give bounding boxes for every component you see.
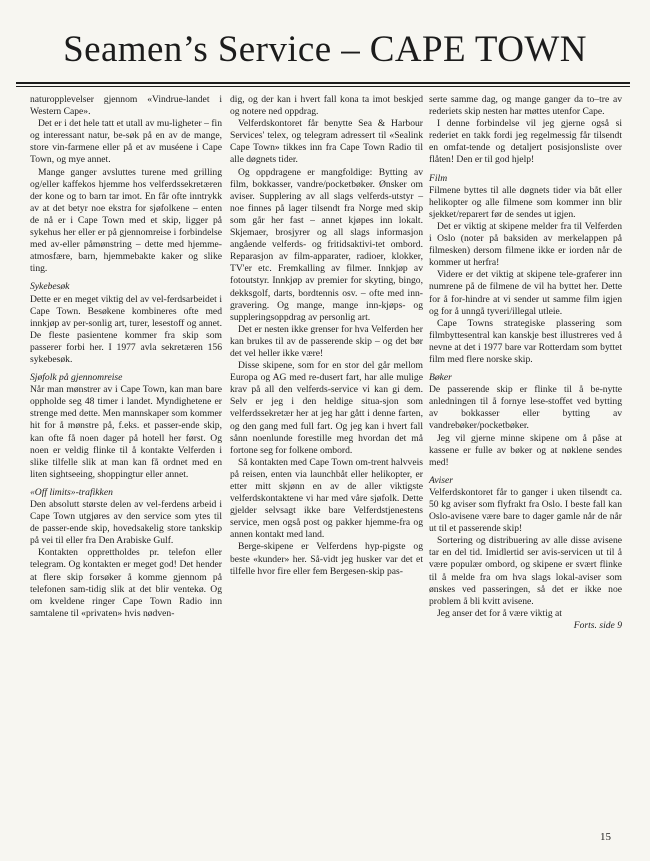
- paragraph: Når man mønstrer av i Cape Town, kan man bare oppholde seg 48 timer i landet. Myndighetene er strenge med dette. Men mannskaper som kommer hit for å mønstre på, f.eks. et passer-ende skip, kan ofte få noen dager på hotell her først. Og noen er veldig flinke til å kontakte Velferden i slike tilfelle slik at man kan få ordnet med en liten sightseeing, shoppingtur eller annet.: [30, 384, 222, 480]
- paragraph: Og oppdragene er mangfoldige: Bytting av film, bokkasser, vandre/pocketbøker. Ønsker om aviser. Supplering av all slags velferds-utstyr – noe finnes på lager tilsendt fra Norge med skip som går her fast – annet kjøpes inn lokalt. Skjemaer, brosjyrer og all slags informasjon angående velferds- og fritidsaktivi-tet ombord. Reparasjon av film-apparater, radioer, klokker, TV'er etc. Fremkalling av filmer. Innkjøp av fotoutstyr. Innkjøp av premier for skyting, bingo, dekksgolf, darts, bordtennis osv. – ofte med inn-gravering. Og mange, mange inn-kjøps- og suppleringsoppdrag av personlig art.: [230, 166, 423, 323]
- paragraph: Det er i det hele tatt et utall av mu-ligheter – fin og interessant natur, be-søk på en av de mange, store vin-farmene eller på et av muséene i Cape Town, og mye annet.: [30, 118, 222, 166]
- paragraph: Det er viktig at skipene melder fra til Velferden i Oslo (noter på baksiden av merkelappen på filmesken) dersom filmene ikke er iorden når de kommer ut herfra!: [429, 220, 622, 269]
- section-heading: «Off limits»-trafikken: [30, 486, 113, 498]
- paragraph: Jeg vil gjerne minne skipene om å påse at kassene er fulle av bøker og at nøklene sendes med!: [429, 432, 622, 468]
- paragraph: Mange ganger avsluttes turene med grilling og/eller kaffekos hjemme hos velferdssekretæren der kone og to barn tar imot. En får ofte inntrykk av at det betyr noe ekstra for sjøfolkene – enten de nå er i Cape Town med et skip, ligger på sykehus her eller er på gjennomreise i forbindelse med av-eller påmønstring – dette med hjemme-atmosfære, barn, hjemmebakte kaker og slike ting.: [30, 166, 222, 275]
- paragraph: Den absolutt største delen av vel-ferdens arbeid i Cape Town utgjøres av den service som ytes til de passer-ende skip, hovedsakelig store tankskip på vei til eller fra Den Arabiske Gulf.: [30, 499, 222, 547]
- paragraph: Sortering og distribuering av alle disse avisene tar en del tid. Imidlertid ser avis-servicen ut til å være populær ombord, og skipene er svært flinke til å melde fra om hva slags lokal-aviser som ønskes ved passeringen, så det er ikke noe problem å bli kvitt avisene.: [429, 535, 622, 607]
- section-heading: Film: [429, 172, 448, 184]
- section-heading: Sjøfolk på gjennomreise: [30, 372, 123, 384]
- paragraph: Jeg anser det for å være viktig at: [437, 607, 562, 619]
- paragraph: Videre er det viktig at skipene tele-graferer inn numrene på de filmene de vil ha byttet her. Dette for å for-hindre at vi sender ut samme film igjen og for å unngå tyveri/illegal utleie.: [429, 269, 622, 317]
- paragraph: naturopplevelser gjennom «Vindrue-landet i Western Cape».: [30, 94, 222, 118]
- text-column-1: [30, 94, 222, 620]
- title-rule: [16, 82, 630, 84]
- paragraph: Cape Towns strategiske plassering som filmbyttesentral kan kanskje best illustreres ved å nevne at det i 1977 bare var Rotterdam som byttet film med flere norske skip.: [429, 317, 622, 365]
- paragraph: Berge-skipene er Velferdens hyp-pigste og beste «kunder» her. Så-vidt jeg husker var det et tilfelle hvor fire eller fem Bergesen-skip pas-: [230, 541, 423, 577]
- paragraph: serte samme dag, og mange ganger da to–tre av rederiets skip nesten har møttes utenfor Cape.: [429, 94, 622, 118]
- paragraph: Kontakten opprettholdes pr. telefon eller telegram. Og kontakten er meget god! Det hender at flere skip forsøker å komme gjennom på telefonen sam-tidig slik at det blir ventekø. Og om kveldene ringer Cape Town Radio inn samtalene til «privaten» hvis nødven-: [30, 547, 222, 619]
- text-column-3: [429, 94, 622, 632]
- page-number: 15: [600, 831, 611, 843]
- text-column-2: [230, 94, 423, 578]
- paragraph: Disse skipene, som for en stor del går mellom Europa og AG med re-dusert fart, har alle mulige krav på all den velferds-service vi kan gi dem. Selv er jeg i den heldige situa-sjon som velferdssekretær her at jeg har gått i denne farten, og den gang med full fart. Og jeg kan i hvert fall sånn noenlunde forestille meg hvordan det må fortone seg for folkene ombord.: [230, 360, 423, 456]
- title-rule-thin: [16, 86, 630, 87]
- section-heading: Bøker: [429, 372, 452, 384]
- continued-note: Forts. side 9: [573, 619, 622, 631]
- section-heading: Aviser: [429, 474, 453, 486]
- page-title: Seamen’s Service – CAPE TOWN: [63, 29, 587, 70]
- paragraph: Velferdskontoret får benytte Sea & Harbour Services' telex, og telegram adressert til «Sealink Cape Town» tikkes inn fra Cape Town Radio til alle døgnets tider.: [230, 118, 423, 166]
- paragraph: Velferdskontoret får to ganger i uken tilsendt ca. 50 kg aviser som flyfrakt fra Oslo. I beste fall kan Oslo-avisene være bare to dager gamle når de når ut til et passerende skip!: [429, 486, 622, 535]
- paragraph: dig, og der kan i hvert fall kona ta imot beskjed og notere ned oppdrag.: [230, 94, 423, 118]
- paragraph: Så kontakten med Cape Town om-trent halvveis på reisen, enten via launchbåt eller helikopter, er etter mitt skjønn en av de aller viktigste velferdskontaktene vi har med våre sjøfolk. Dette gjelder selvsagt ikke bare Velferdstjenestens service, men også post og pakker hjemme-fra og annen kontakt med land.: [230, 456, 423, 541]
- paragraph: I denne forbindelse vil jeg gjerne også si rederiet en takk fordi jeg regelmessig får tilsendt en omfat-tende og detaljert posisjonsliste over flåten! Den er til god hjelp!: [429, 118, 622, 166]
- section-heading: Sykebesøk: [30, 281, 70, 293]
- paragraph: De passerende skip er flinke til å be-nytte anledningen til å fornye lese-stoffet ved bytting av bokkasser eller bytting av vandrebøker/pocketbøker.: [429, 384, 622, 432]
- paragraph: Det er nesten ikke grenser for hva Velferden her kan brukes til av de passerende skip – og det bør det vel heller ikke være!: [230, 323, 423, 359]
- paragraph: Filmene byttes til alle døgnets tider via båt eller helikopter og alle filmene som kommer inn blir sjekket/reparert før de sendes ut igjen.: [429, 184, 622, 220]
- paragraph: Dette er en meget viktig del av vel-ferdsarbeidet i Cape Town. Besøkene kombineres ofte med innkjøp av per-sonlig art, turer, lesestoff og annet. De fleste pasientene kommer fra skip som passerer forbi her. I 1977 avla sekretæren 156 sykebesøk.: [30, 293, 222, 365]
